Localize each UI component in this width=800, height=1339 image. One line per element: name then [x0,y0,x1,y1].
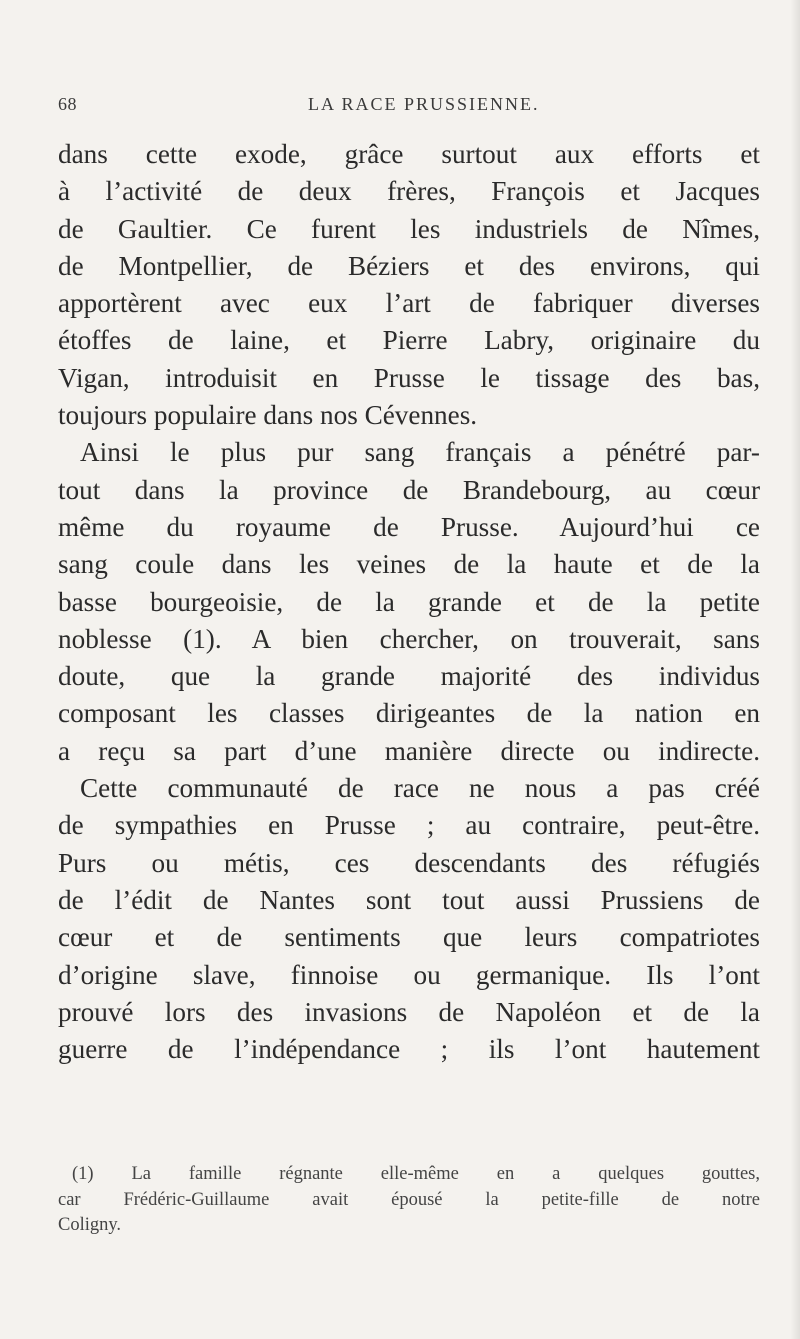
page-edge-shadow [790,0,800,1339]
text-line: guerre de l’indépendance ; ils l’ont hautement [58,1034,760,1065]
text-line: d’origine slave, finnoise ou germanique. Ils l’ont [58,959,760,990]
text-line: à l’activité de deux frères, François et Jacques [58,176,760,207]
text-line: Vigan, introduisit en Prusse le tissage des bas, [58,362,760,393]
running-head [58,94,758,122]
footnote [58,1162,760,1239]
text-line: de Montpellier, de Béziers et des environs, qui [58,250,760,281]
text-line: tout dans la province de Brandebourg, au cœur [58,474,760,505]
text-line: a reçu sa part d’une manière directe ou indirecte. [58,735,760,766]
text-line: cœur et de sentiments que leurs compatriotes [58,922,760,953]
text-line: prouvé lors des invasions de Napoléon et de la [58,996,760,1027]
text-line: de l’édit de Nantes sont tout aussi Prussiens de [58,884,760,915]
text-line: apportèrent avec eux l’art de fabriquer diverses [58,288,760,319]
text-line: dans cette exode, grâce surtout aux efforts et [58,139,760,169]
footnote-line: Coligny. [58,1215,122,1235]
text-line: toujours populaire dans nos Cévennes. [58,400,478,431]
text-line: même du royaume de Prusse. Aujourd’hui ce [58,511,760,542]
text-line: Ainsi le plus pur sang français a pénétré par- [80,437,760,468]
main-text [58,136,760,1068]
text-line: sang coule dans les veines de la haute et de la [58,549,760,580]
footnote-line: car Frédéric-Guillaume avait épousé la petite-fille de notre [58,1189,760,1210]
footnote-line: (1) La famille régnante elle-même en a quelques gouttes, [72,1164,760,1184]
text-line: composant les classes dirigeantes de la nation en [58,698,760,729]
text-line: doute, que la grande majorité des individus [58,661,760,692]
running-title: LA RACE PRUSSIENNE. [308,94,540,114]
page-number: 68 [58,94,77,114]
text-line: de sympathies en Prusse ; au contraire, peut-être. [58,810,760,841]
text-line: Cette communauté de race ne nous a pas créé [80,773,760,804]
text-line: noblesse (1). A bien chercher, on trouverait, sans [58,623,760,654]
text-line: étoffes de laine, et Pierre Labry, originaire du [58,325,760,356]
text-line: basse bourgeoisie, de la grande et de la petite [58,586,760,617]
text-line: Purs ou métis, ces descendants des réfugiés [58,847,760,878]
text-line: de Gaultier. Ce furent les industriels de Nîmes, [58,213,760,244]
